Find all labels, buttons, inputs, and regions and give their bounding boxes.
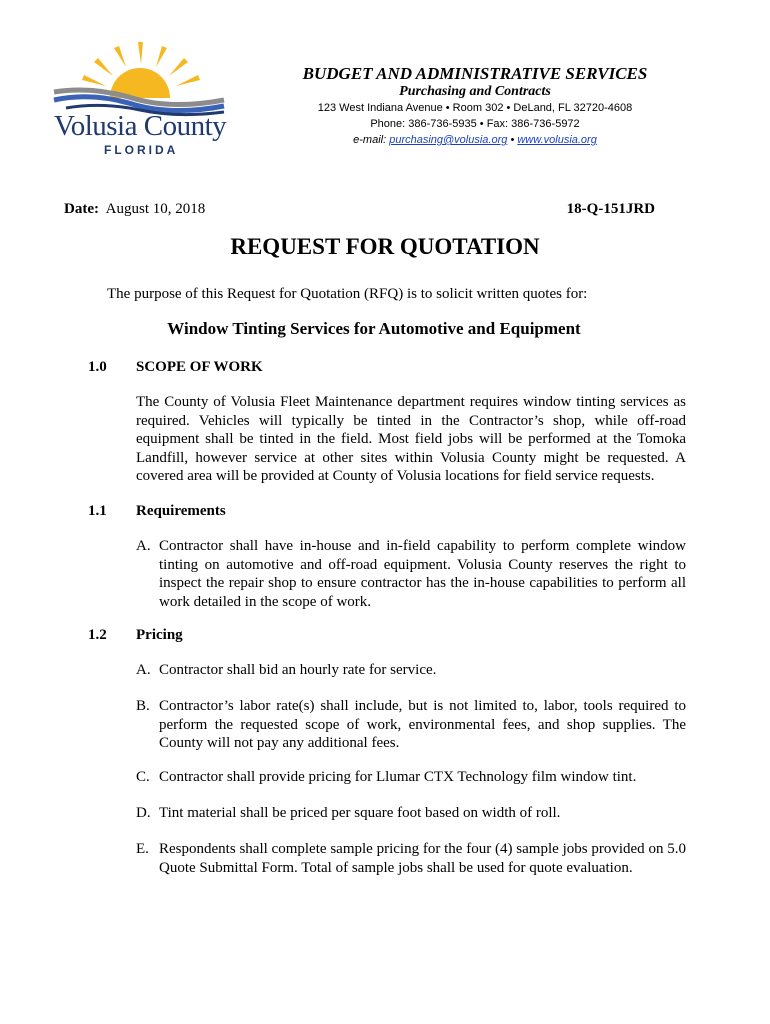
division-name: Purchasing and Contracts [399,84,551,99]
list-item [136,537,686,611]
list-item [136,840,686,877]
date-row [64,200,205,218]
list-item-letter: E. [136,841,149,857]
document-title: REQUEST FOR QUOTATION [230,234,540,259]
website-link[interactable]: www.volusia.org [517,134,597,146]
list-item [136,661,686,680]
department-name: BUDGET AND ADMINISTRATIVE SERVICES [302,64,648,83]
intro-text: The purpose of this Request for Quotation (RFQ) is to solicit written quotes for: [107,286,588,302]
phone-fax: Phone: 386-736-5935 • Fax: 386-736-5972 [370,118,580,130]
rfq-subject: Window Tinting Services for Automotive and Equipment [167,319,581,338]
list-item-text: Contractor’s labor rate(s) shall include, but is not limited to, labor, tools required to perform the requested scope of work, environmental fees, and shop supplies. The County will not pay any additional fees. [159,698,686,751]
list-item-letter: D. [136,805,151,821]
contact-line [240,134,710,147]
section-title-scope: SCOPE OF WORK [136,359,263,375]
list-item-text: Contractor shall bid an hourly rate for service. [159,662,437,678]
list-item [136,768,686,787]
section-number-requirements: 1.1 [88,503,107,519]
section-number-scope: 1.0 [88,359,107,375]
rfq-number: 18-Q-151JRD [566,201,655,217]
list-item-text: Contractor shall provide pricing for Llumar CTX Technology film window tint. [159,769,637,785]
list-item [136,697,686,753]
logo-state: FLORIDA [104,143,179,157]
list-item-text: Tint material shall be priced per square foot based on width of roll. [159,805,561,821]
email-link[interactable]: purchasing@volusia.org [389,134,508,146]
contact-separator: • [507,134,518,146]
section-number-pricing: 1.2 [88,627,107,643]
logo-wordmark: Volusia County [54,110,227,142]
list-item-text: Respondents shall complete sample pricing for the four (4) sample jobs provided on 5.0 Quote Submittal Form. Total of sample jobs shall be used for quote evaluation. [159,841,686,876]
volusia-county-logo-graphic [52,40,227,120]
list-item-letter: A. [136,538,151,554]
list-item-letter: C. [136,769,150,785]
section-title-requirements: Requirements [136,503,226,519]
email-label: e-mail: [353,134,390,146]
list-item-text: Contractor shall have in-house and in-field capability to perform complete window tinting on automotive and off-road equipment. Volusia County reserves the right to inspect the repair shop to ensure contractor has the in-house capabilities to perform all work detailed in the scope of work. [159,538,686,610]
section-title-pricing: Pricing [136,627,183,643]
list-item-letter: B. [136,698,150,714]
list-item [136,804,686,823]
date-value: August 10, 2018 [105,201,206,217]
list-item-letter: A. [136,662,151,678]
office-address: 123 West Indiana Avenue • Room 302 • DeLand, FL 32720-4608 [317,102,633,114]
scope-paragraph: The County of Volusia Fleet Maintenance department requires window tinting services as required. Vehicles will typically be tinted in the Contractor’s shop, while off-road equipment shall be tinted in the field. Most field jobs will be performed at the Tomoka Landfill, however service at other sites within Volusia County might be requested. A covered area will be provided at County of Volusia locations for field service requests. [136,394,686,484]
date-label: Date: [64,201,99,217]
